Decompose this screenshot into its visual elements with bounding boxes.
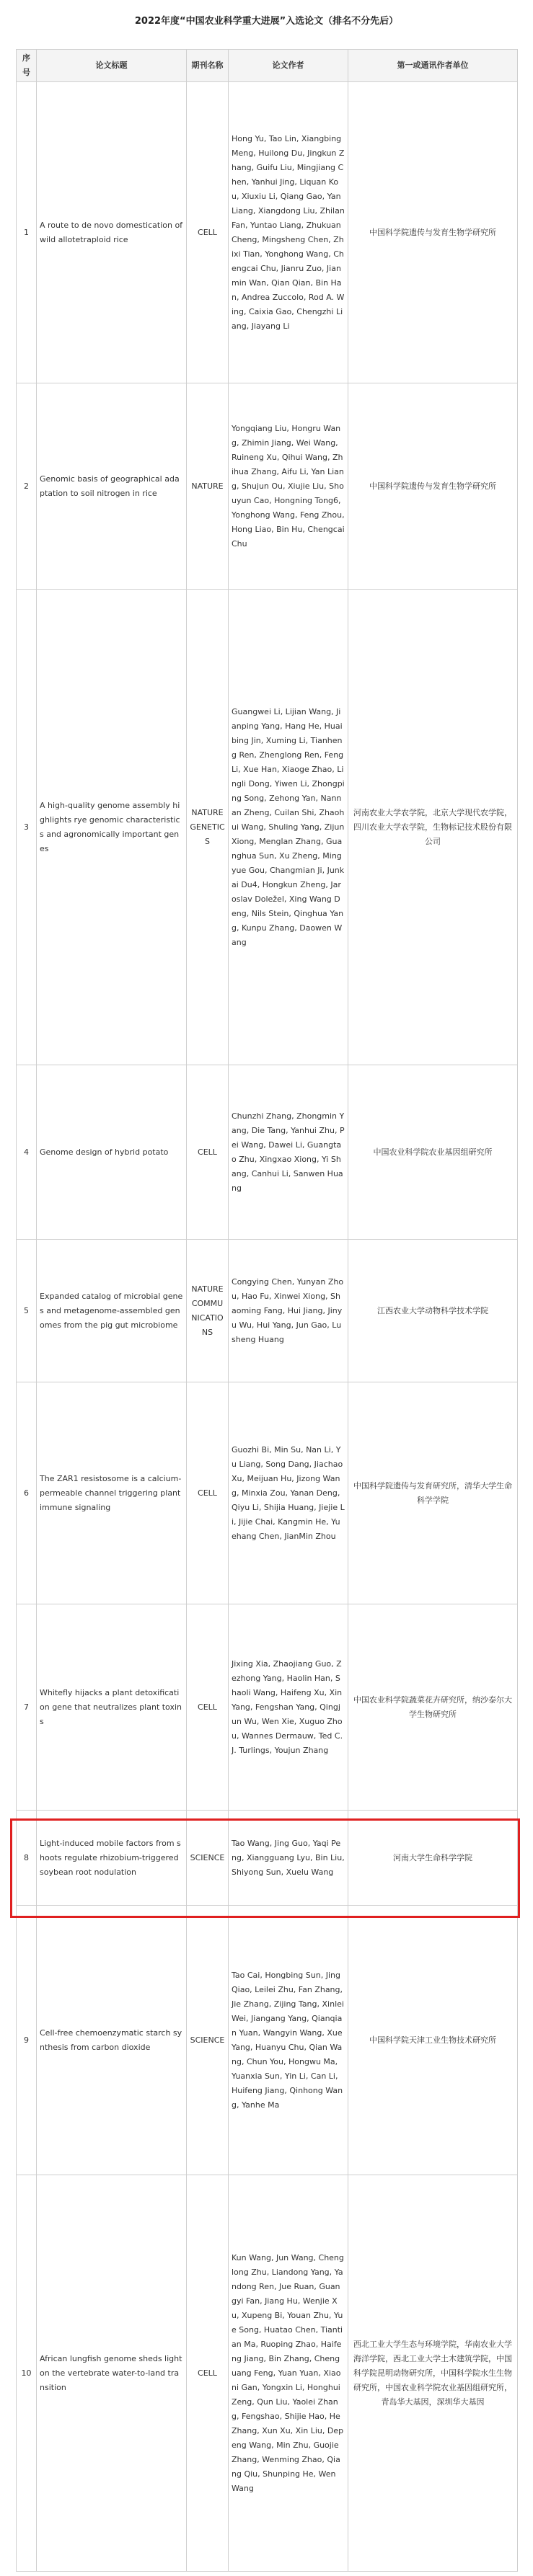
table-row (17, 1604, 518, 1811)
row-unit: 江西农业大学动物科学技术学院 (348, 1240, 518, 1382)
table-row (17, 1065, 518, 1240)
row-journal: CELL (187, 1382, 229, 1604)
table-row (17, 1906, 518, 2175)
row-title: African lungfish genome sheds light on the vertebrate water-to-land transition (37, 2175, 187, 2572)
row-title: Expanded catalog of microbial genes and metagenome-assembled genomes from the pig gut microbiome (37, 1240, 187, 1382)
row-unit: 中国农业科学院农业基因组研究所 (348, 1065, 518, 1240)
row-journal: NATURE (187, 383, 229, 590)
row-authors: Jixing Xia, Zhaojiang Guo, Zezhong Yang, Haolin Han, Shaoli Wang, Haifeng Xu, Xin Yang, Fengshan Yang, Qingjun Wu, Wen Xie, Xuguo Zhou, Wannes Dermauw, Ted C.J. Turlings, Youjun Zhang (229, 1604, 348, 1811)
row-journal: CELL (187, 2175, 229, 2572)
table-row (17, 1811, 518, 1906)
row-authors: Congying Chen, Yunyan Zhou, Hao Fu, Xinwei Xiong, Shaoming Fang, Hui Jiang, Jinyu Wu, Hui Yang, Jun Gao, Lusheng Huang (229, 1240, 348, 1382)
row-authors: Hong Yu, Tao Lin, Xiangbing Meng, Huilong Du, Jingkun Zhang, Guifu Liu, Mingjiang Chen, Yanhui Jing, Liquan Kou, Xiuxiu Li, Qiang Gao, Yan Liang, Xiangdong Liu, Zhilan Fan, Yuntao Liang, Zhukuan Cheng, Mingsheng Chen, Zhixi Tian, Yonghong Wang, Chengcai Chu, Jianru Zuo, Jianmin Wan, Qian Qian, Bin Han, Andrea Zuccolo, Rod A. Wing, Caixia Gao, Chengzhi Liang, Jiayang Li (229, 82, 348, 383)
papers-table (16, 49, 518, 2572)
row-journal: NATURE GENETICS (187, 590, 229, 1065)
row-journal: SCIENCE (187, 1811, 229, 1906)
table-header-row (17, 50, 518, 82)
page-title: 2022年度“中国农业科学重大进展”入选论文（排名不分先后） (134, 16, 399, 27)
row-title: A high-quality genome assembly highlights rye genomic characteristics and agronomically important genes (37, 590, 187, 1065)
row-num: 10 (17, 2175, 37, 2572)
row-journal: CELL (187, 82, 229, 383)
row-num: 1 (17, 82, 37, 383)
row-title: Whitefly hijacks a plant detoxification gene that neutralizes plant toxins (37, 1604, 187, 1811)
row-unit: 河南农业大学农学院，北京大学现代农学院，四川农业大学农学院，生物标记技术股份有限公司 (348, 590, 518, 1065)
table-row (17, 82, 518, 383)
row-num: 7 (17, 1604, 37, 1811)
row-title: Genome design of hybrid potato (37, 1065, 187, 1240)
header-authors: 论文作者 (229, 50, 348, 82)
row-num: 4 (17, 1065, 37, 1240)
row-num: 2 (17, 383, 37, 590)
row-authors: Guangwei Li, Lijian Wang, Jianping Yang, Hang He, Huaibing Jin, Xuming Li, Tianheng Ren, Zhenglong Ren, Feng Li, Xue Han, Xiaoge Zhao, Lingli Dong, Yiwen Li, Zhongping Song, Zehong Yan, Nannan Zheng, Cuilan Shi, Zhaohui Wang, Shuling Yang, Zijun Xiong, Menglan Zhang, Guanghua Sun, Xu Zheng, Mingyue Gou, Changmian Ji, Junkai Du4, Hongkun Zheng, Jaroslav Doležel, Xing Wang Deng, Nils Stein, Qinghua Yang, Kunpu Zhang, Daowen Wang (229, 590, 348, 1065)
row-title: Light-induced mobile factors from shoots regulate rhizobium-triggered soybean root nodulation (37, 1811, 187, 1906)
table-row (17, 383, 518, 590)
row-journal: CELL (187, 1065, 229, 1240)
row-authors: Kun Wang, Jun Wang, Chenglong Zhu, Liandong Yang, Yandong Ren, Jue Ruan, Guangyi Fan, Jiang Hu, Wenjie Xu, Xupeng Bi, Youan Zhu, Yue Song, Huatao Chen, Tiantian Ma, Ruoping Zhao, Haifeng Jiang, Bin Zhang, Chenguang Feng, Yuan Yuan, Xiaoni Gan, Yongxin Li, Honghui Zeng, Qun Liu, Yaolei Zhang, Fengshao, Shijie Hao, He Zhang, Xun Xu, Xin Liu, Depeng Wang, Min Zhu, Guojie Zhang, Wenming Zhao, Qiang Qiu, Shunping He, Wen Wang (229, 2175, 348, 2572)
row-unit: 中国农业科学院蔬菜花卉研究所，纳沙泰尔大学生物研究所 (348, 1604, 518, 1811)
row-num: 6 (17, 1382, 37, 1604)
table-row (17, 1240, 518, 1382)
row-journal: SCIENCE (187, 1906, 229, 2175)
row-journal: CELL (187, 1604, 229, 1811)
row-title: The ZAR1 resistosome is a calcium-permeable channel triggering plant immune signaling (37, 1382, 187, 1604)
row-authors: Tao Wang, Jing Guo, Yaqi Peng, Xiangguang Lyu, Bin Liu, Shiyong Sun, Xuelu Wang (229, 1811, 348, 1906)
row-journal: NATURE COMMUNICATIONS (187, 1240, 229, 1382)
row-title: Cell-free chemoenzymatic starch synthesis from carbon dioxide (37, 1906, 187, 2175)
row-title: A route to de novo domestication of wild allotetraploid rice (37, 82, 187, 383)
row-authors: Guozhi Bi, Min Su, Nan Li, Yu Liang, Song Dang, Jiachao Xu, Meijuan Hu, Jizong Wang, Minxia Zou, Yanan Deng, Qiyu Li, Shijia Huang, Jiejie Li, Jijie Chai, Kangmin He, Yuehang Chen, JianMin Zhou (229, 1382, 348, 1604)
row-unit: 河南大学生命科学学院 (348, 1811, 518, 1906)
row-num: 5 (17, 1240, 37, 1382)
row-title: Genomic basis of geographical adaptation to soil nitrogen in rice (37, 383, 187, 590)
row-authors: Yongqiang Liu, Hongru Wang, Zhimin Jiang, Wei Wang, Ruineng Xu, Qihui Wang, Zhihua Zhang, Aifu Li, Yan Liang, Shujun Ou, Xiujie Liu, Shouyun Cao, Hongning Tong6, Yonghong Wang, Feng Zhou, Hong Liao, Bin Hu, Chengcai Chu (229, 383, 348, 590)
table-row (17, 1382, 518, 1604)
header-unit: 第一或通讯作者单位 (348, 50, 518, 82)
row-num: 8 (17, 1811, 37, 1906)
row-num: 9 (17, 1906, 37, 2175)
row-unit: 西北工业大学生态与环境学院，华南农业大学海洋学院，西北工业大学土木建筑学院，中国科学院昆明动物研究所，中国科学院水生生物研究所，中国农业科学院农业基因组研究所，青岛华大基因，深圳华大基因 (348, 2175, 518, 2572)
row-unit: 中国科学院天津工业生物技术研究所 (348, 1906, 518, 2175)
header-paper-title: 论文标题 (37, 50, 187, 82)
row-authors: Chunzhi Zhang, Zhongmin Yang, Die Tang, Yanhui Zhu, Pei Wang, Dawei Li, Guangtao Zhu, Xingxao Xiong, Yi Shang, Canhui Li, Sanwen Huang (229, 1065, 348, 1240)
header-num: 序号 (17, 50, 37, 82)
row-authors: Tao Cai, Hongbing Sun, Jing Qiao, Leilei Zhu, Fan Zhang, Jie Zhang, Zijing Tang, Xinlei Wei, Jiangang Yang, Qianqian Yuan, Wangyin Wang, Xue Yang, Huanyu Chu, Qian Wang, Chun You, Hongwu Ma, Yuanxia Sun, Yin Li, Can Li, Huifeng Jiang, Qinhong Wang, Yanhe Ma (229, 1906, 348, 2175)
table-row (17, 590, 518, 1065)
row-unit: 中国科学院遗传与发育生物学研究所 (348, 383, 518, 590)
table-row (17, 2175, 518, 2572)
row-num: 3 (17, 590, 37, 1065)
row-unit: 中国科学院遗传与发育生物学研究所 (348, 82, 518, 383)
row-unit: 中国科学院遗传与发育研究所，清华大学生命科学学院 (348, 1382, 518, 1604)
header-journal: 期刊名称 (187, 50, 229, 82)
